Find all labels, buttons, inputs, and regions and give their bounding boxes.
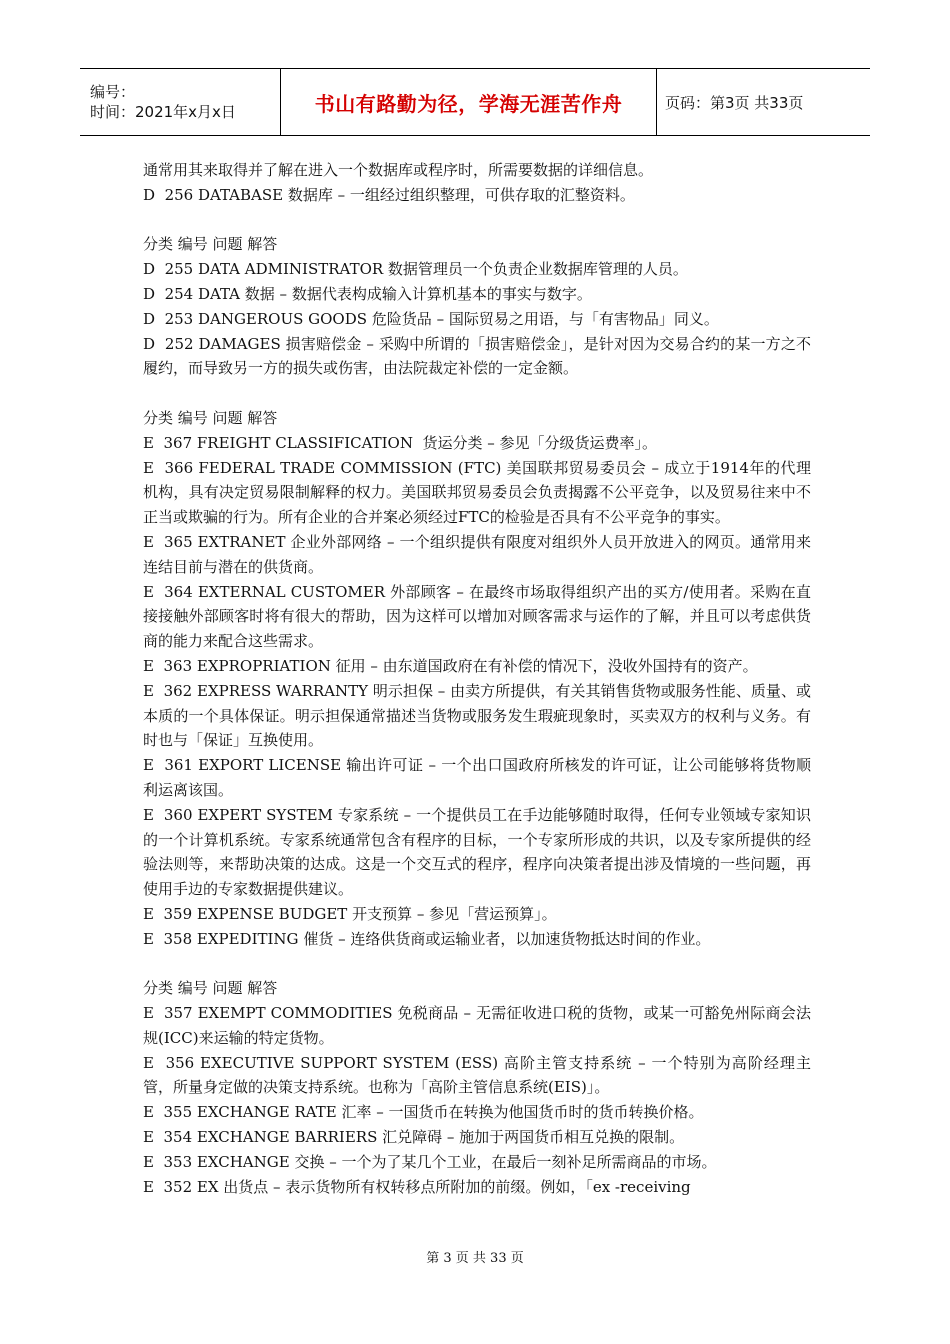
header-motto-cell [281, 69, 657, 135]
glossary-entry: 通常用其来取得并了解在进入一个数据库或程序时，所需要数据的详细信息。 [143, 161, 654, 179]
header-page-cell [657, 69, 870, 135]
glossary-entry: E 363 EXPROPRIATION 征用 – 由东道国政府在有补偿的情况下，没收外国持有的资产。 [143, 656, 758, 675]
glossary-entry: E 361 EXPORT LICENSE 输出许可证 – 一个出口国政府所核发的许可证，让公司能够将货物顺利运离该国。 [143, 756, 811, 799]
glossary-entry: E 359 EXPENSE BUDGET 开支预算 – 参见「营运预算」。 [143, 904, 557, 923]
header-motto: 书山有路勤为径，学海无涯苦作舟 [314, 91, 623, 116]
document-date-label: 时间：2021年x月x日 [90, 103, 236, 121]
page-header [80, 68, 870, 136]
glossary-entry: E 367 FREIGHT CLASSIFICATION 货运分类 – 参见「分级货运费率」。 [143, 433, 658, 452]
glossary-entry: E 364 EXTERNAL CUSTOMER 外部顾客 – 在最终市场取得组织产出的买方/使用者。采购在直接接触外部顾客时将有很大的帮助，因为这样可以增加对顾客需求与运作的了解，并且可以考虑供货商的能力来配合这些需求。 [143, 582, 811, 651]
blank-line [143, 952, 811, 977]
glossary-entry: D 253 DANGEROUS GOODS 危险货品 – 国际贸易之用语，与「有害物品」同义。 [143, 309, 719, 328]
blank-line [143, 381, 811, 406]
glossary-entry: E 355 EXCHANGE RATE 汇率 – 一国货币在转换为他国货币时的货币转换价格。 [143, 1103, 704, 1122]
header-meta [80, 69, 281, 135]
document-body [143, 158, 811, 1199]
glossary-entry: E 366 FEDERAL TRADE COMMISSION (FTC) 美国联邦贸易委员会 – 成立于1914年的代理机构，具有决定贸易限制解释的权力。美国联邦贸易委员会负责揭露不公平竞争，以及贸易往来中不正当或欺骗的行为。所有企业的合并案必须经过FTC的检验是否具有不公平竞争的事实。 [143, 458, 811, 527]
glossary-entry: D 255 DATA ADMINISTRATOR 数据管理员一个负责企业数据库管理的人员。 [143, 260, 688, 279]
glossary-entry: E 357 EXEMPT COMMODITIES 免税商品 – 无需征收进口税的货物，或某一可豁免州际商会法规(ICC)来运输的特定货物。 [143, 1004, 811, 1047]
glossary-entry: D 256 DATABASE 数据库 – 一组经过组织整理，可供存取的汇整资料。 [143, 185, 635, 204]
header-page-number: 页码：第3页 共33页 [665, 93, 804, 112]
section-heading: 分类 编号 问题 解答 [143, 979, 278, 998]
section-heading: 分类 编号 问题 解答 [143, 235, 278, 254]
section-heading: 分类 编号 问题 解答 [143, 408, 278, 427]
page-footer: 第 3 页 共 33 页 [426, 1251, 524, 1266]
glossary-entry: E 352 EX 出货点 – 表示货物所有权转移点所附加的前缀。例如，「ex -receiving [143, 1177, 691, 1196]
glossary-entry: E 353 EXCHANGE 交换 – 一个为了某几个工业，在最后一刻补足所需商品的市场。 [143, 1152, 717, 1171]
glossary-entry: D 252 DAMAGES 损害赔偿金 – 采购中所谓的「损害赔偿金」，是针对因为交易合约的某一方之不履约，而导致另一方的损失或伤害，由法院裁定补偿的一定金额。 [143, 334, 811, 378]
glossary-entry: E 354 EXCHANGE BARRIERS 汇兑障碍 – 施加于两国货币相互兑换的限制。 [143, 1128, 685, 1147]
document-number-label: 编号： [90, 83, 136, 101]
glossary-entry: E 362 EXPRESS WARRANTY 明示担保 – 由卖方所提供，有关其销售货物或服务性能、质量、或本质的一个具体保证。明示担保通常描述当货物或服务发生瑕疵现象时，买卖双方的权利与义务。有时也与「保证」互换使用。 [143, 681, 811, 750]
blank-line [143, 208, 811, 233]
glossary-entry: E 360 EXPERT SYSTEM 专家系统 – 一个提供员工在手边能够随时取得，任何专业领域专家知识的一个计算机系统。专家系统通常包含有程序的目标，一个专家所形成的共识，以及专家所提供的经验法则等，来帮助决策的达成。这是一个交互式的程序，程序向决策者提出涉及情境的一些问题，再使用手边的专家数据提供建议。 [143, 805, 811, 899]
glossary-entry: E 358 EXPEDITING 催货 – 连络供货商或运输业者，以加速货物抵达时间的作业。 [143, 929, 711, 948]
glossary-entry: E 365 EXTRANET 企业外部网络 – 一个组织提供有限度对组织外人员开放进入的网页。通常用来连结目前与潜在的供货商。 [143, 532, 811, 576]
glossary-entry: D 254 DATA 数据 – 数据代表构成输入计算机基本的事实与数字。 [143, 284, 592, 303]
glossary-entry: E 356 EXECUTIVE SUPPORT SYSTEM (ESS) 高阶主管支持系统 – 一个特别为高阶经理主管，所量身定做的决策支持系统。也称为「高阶主管信息系统(EIS)」。 [143, 1053, 811, 1097]
